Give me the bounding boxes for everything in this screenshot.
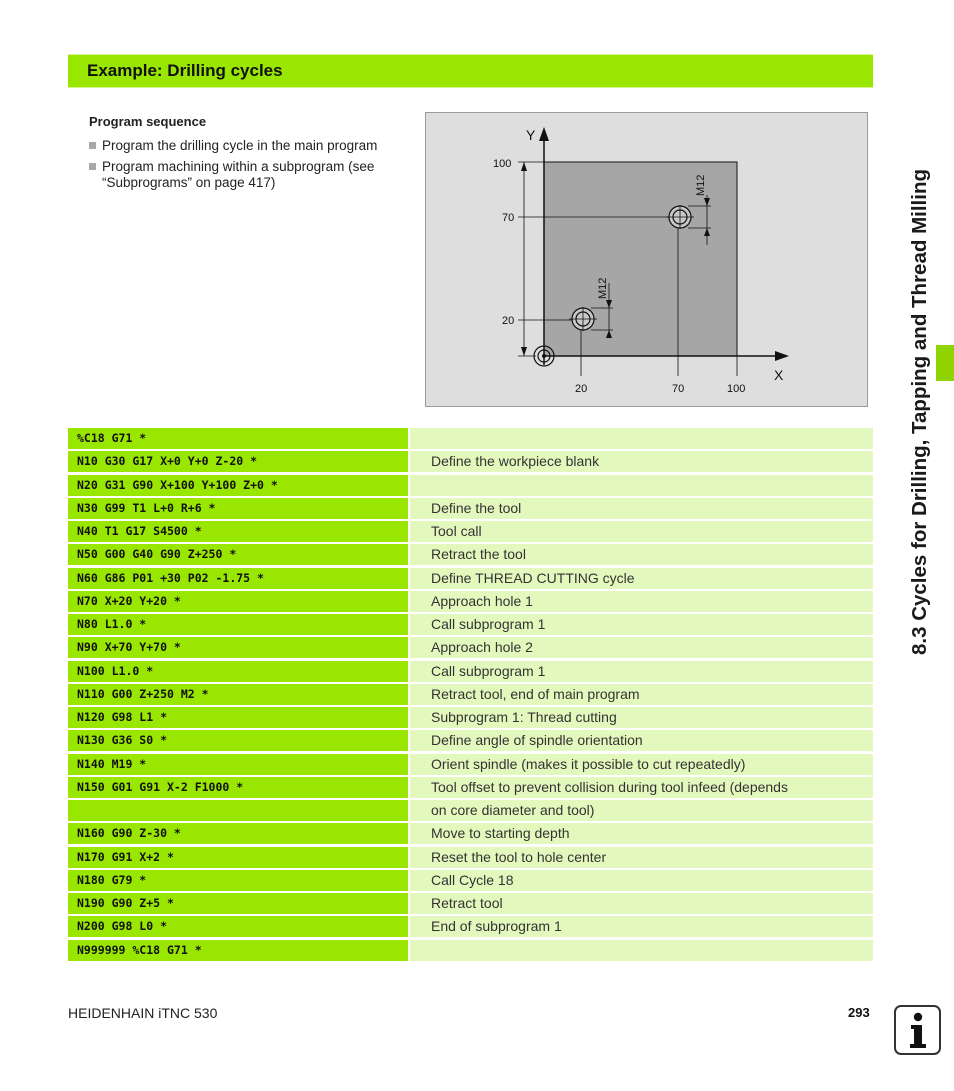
description-cell: Approach hole 1 [410,591,873,612]
table-row [68,591,873,614]
description-cell [410,428,873,449]
nc-code-cell: N180 G79 * [68,870,408,891]
description-cell: Retract tool, end of main program [410,684,873,705]
table-row [68,870,873,893]
intro-block [89,114,409,196]
description-cell: Define THREAD CUTTING cycle [410,568,873,589]
description-cell [410,475,873,496]
table-row [68,544,873,567]
x-tick-label: 20 [575,383,588,395]
description-cell: Tool offset to prevent collision during tool infeed (depends [410,777,873,798]
description-cell [410,940,873,961]
table-row [68,730,873,753]
nc-code-cell: N150 G01 G91 X-2 F1000 * [68,777,408,798]
table-row [68,893,873,916]
table-row [68,916,873,939]
table-row [68,451,873,474]
nc-code-cell: N90 X+70 Y+70 * [68,637,408,658]
footer-manual-name: HEIDENHAIN iTNC 530 [68,1005,218,1021]
table-row [68,800,873,823]
table-row [68,707,873,730]
table-row [68,614,873,637]
nc-code-cell: N30 G99 T1 L+0 R+6 * [68,498,408,519]
y-dim-arrow [521,162,527,171]
info-icon [894,1005,941,1055]
intro-bullet-text: Program the drilling cycle in the main program [102,138,378,153]
table-row [68,568,873,591]
description-cell: on core diameter and tool) [410,800,873,821]
thread-label: M12 [597,277,609,299]
nc-code-cell: N110 G00 Z+250 M2 * [68,684,408,705]
nc-program-table [68,428,873,963]
y-dim-arrow [521,347,527,356]
nc-code-cell: N999999 %C18 G71 * [68,940,408,961]
description-cell: End of subprogram 1 [410,916,873,937]
table-row [68,823,873,846]
table-row [68,521,873,544]
y-tick-label: 20 [502,315,515,327]
description-cell: Subprogram 1: Thread cutting [410,707,873,728]
description-cell: Move to starting depth [410,823,873,844]
nc-code-cell: N140 M19 * [68,754,408,775]
nc-code-cell: N160 G90 Z-30 * [68,823,408,844]
description-cell: Call subprogram 1 [410,661,873,682]
intro-heading: Program sequence [89,114,207,129]
table-row [68,847,873,870]
nc-code-cell: N130 G36 S0 * [68,730,408,751]
nc-code-cell: N50 G00 G40 G90 Z+250 * [68,544,408,565]
description-cell: Define the workpiece blank [410,451,873,472]
x-tick-label: 70 [672,383,685,395]
intro-bullet-text: Program machining within a subprogram (see [102,159,375,174]
section-title: Example: Drilling cycles [87,61,283,80]
y-tick-label: 100 [493,158,512,170]
description-cell: Call subprogram 1 [410,614,873,635]
description-cell: Define the tool [410,498,873,519]
y-axis-label: Y [526,127,536,143]
y-tick-label: 70 [502,212,515,224]
x-tick-label: 100 [727,383,746,395]
table-row [68,428,873,451]
description-cell: Reset the tool to hole center [410,847,873,868]
description-cell: Retract the tool [410,544,873,565]
nc-code-cell: N170 G91 X+2 * [68,847,408,868]
y-axis-arrow [539,127,549,141]
nc-code-cell [68,800,408,821]
description-cell: Approach hole 2 [410,637,873,658]
chapter-tab [936,345,954,381]
description-cell: Define angle of spindle orientation [410,730,873,751]
intro-bullet-text: “Subprograms” on page 417) [102,175,276,190]
origin-dot [542,354,546,358]
square-bullet-icon [89,163,96,170]
nc-code-cell: N40 T1 G17 S4500 * [68,521,408,542]
description-cell: Call Cycle 18 [410,870,873,891]
table-row [68,498,873,521]
chapter-side-title-text: 8.3 Cycles for Drilling, Tapping and Thread Milling [908,169,931,655]
table-row [68,475,873,498]
x-axis-arrow [775,351,789,361]
table-row [68,661,873,684]
page-number: 293 [848,1005,870,1020]
nc-code-cell: N10 G30 G17 X+0 Y+0 Z-20 * [68,451,408,472]
nc-code-cell: N20 G31 G90 X+100 Y+100 Z+0 * [68,475,408,496]
description-cell: Orient spindle (makes it possible to cut repeatedly) [410,754,873,775]
table-row [68,637,873,660]
nc-code-cell: N200 G98 L0 * [68,916,408,937]
intro-bullet [89,159,409,191]
table-row [68,754,873,777]
table-row [68,777,873,800]
workpiece-drawing [425,112,868,407]
nc-code-cell: %C18 G71 * [68,428,408,449]
table-row [68,684,873,707]
table-row [68,940,873,963]
nc-code-cell: N100 L1.0 * [68,661,408,682]
nc-code-cell: N80 L1.0 * [68,614,408,635]
x-axis-label: X [774,367,784,383]
workpiece-blank [544,162,737,356]
description-cell: Retract tool [410,893,873,914]
intro-bullet [89,138,409,154]
nc-code-cell: N190 G90 Z+5 * [68,893,408,914]
section-header-bar [68,54,873,88]
square-bullet-icon [89,142,96,149]
nc-code-cell: N70 X+20 Y+20 * [68,591,408,612]
description-cell: Tool call [410,521,873,542]
nc-code-cell: N120 G98 L1 * [68,707,408,728]
thread-label: M12 [695,174,707,196]
nc-code-cell: N60 G86 P01 +30 P02 -1.75 * [68,568,408,589]
